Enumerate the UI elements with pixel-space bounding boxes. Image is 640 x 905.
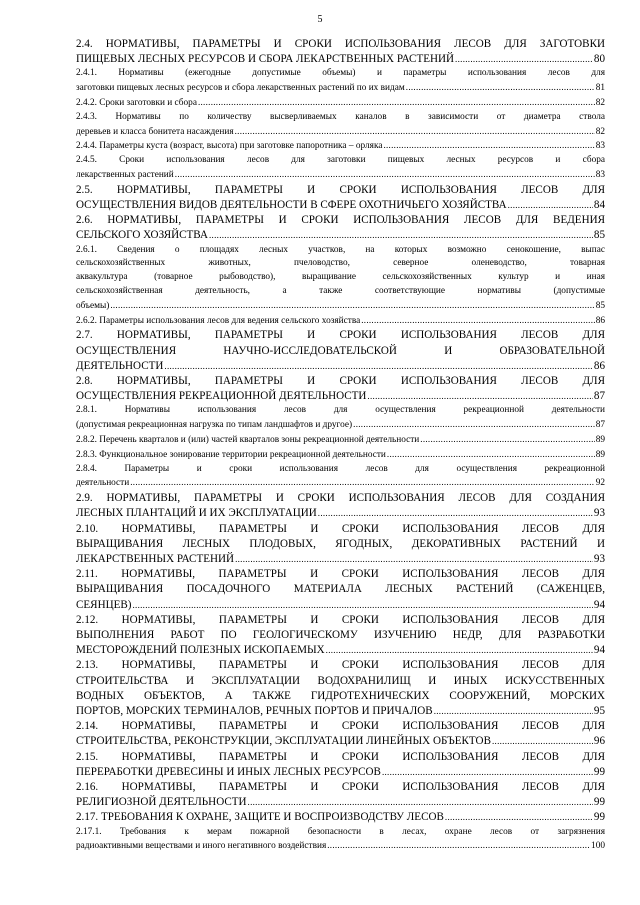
toc-section-entry[interactable] <box>76 183 605 213</box>
toc-entry-text: 2.17.1. Требования к мерам пожарной безопасности в лесах, охране лесов от загрязнения <box>76 826 605 837</box>
dot-leader <box>445 810 593 825</box>
toc-section-entry[interactable] <box>76 522 605 568</box>
toc-entry-text: 2.17. ТРЕБОВАНИЯ К ОХРАНЕ, ЗАЩИТЕ И ВОСПРОИЗВОДСТВУ ЛЕСОВ <box>76 811 444 824</box>
dot-leader <box>492 734 593 749</box>
toc-section-entry[interactable] <box>76 613 605 659</box>
toc-entry-text: заготовки пищевых лесных ресурсов и сбора лекарственных растений по их видам <box>76 83 405 94</box>
dot-leader <box>508 198 593 213</box>
toc-entry-text: 2.15. НОРМАТИВЫ, ПАРАМЕТРЫ И СРОКИ ИСПОЛЬЗОВАНИЯ ЛЕСОВ ДЛЯ <box>76 750 605 763</box>
toc-entry-text: 2.6. НОРМАТИВЫ, ПАРАМЕТРЫ И СРОКИ ИСПОЛЬЗОВАНИЯ ЛЕСОВ ДЛЯ ВЕДЕНИЯ <box>76 214 605 227</box>
toc-section-entry[interactable] <box>76 567 605 613</box>
dot-leader <box>387 448 595 462</box>
toc-page-number: 95 <box>593 705 605 718</box>
dot-leader <box>382 765 593 780</box>
toc-subsection-entry[interactable] <box>76 826 605 855</box>
toc-entry-text: 2.13. НОРМАТИВЫ, ПАРАМЕТРЫ И СРОКИ ИСПОЛЬЗОВАНИЯ ЛЕСОВ ДЛЯ <box>76 659 605 672</box>
toc-entry-text: 2.6.1. Сведения о площадях лесных участков, на которых возможно сенокошение, выпас <box>76 244 605 255</box>
toc-entry-text: 2.8.3. Функциональное зонирование территории рекреационной деятельности <box>76 449 386 460</box>
dot-leader <box>420 433 594 447</box>
toc-entry-text: аквакультура (товарное рыбоводство), выращивание сельскохозяйственных культур и иная <box>76 272 605 283</box>
toc-entry-text: 2.8.4. Параметры и сроки использования лесов для осуществления рекреационной <box>76 463 605 474</box>
toc-subsection-entry[interactable] <box>76 67 605 96</box>
toc-page-number: 94 <box>593 644 605 657</box>
toc-entry-text: ДЕЯТЕЛЬНОСТИ <box>76 359 164 372</box>
toc-entry-text: 2.5. НОРМАТИВЫ, ПАРАМЕТРЫ И СРОКИ ИСПОЛЬЗОВАНИЯ ЛЕСОВ ДЛЯ <box>76 183 605 196</box>
toc-page-number: 99 <box>593 796 605 809</box>
toc-section-entry[interactable] <box>76 780 605 810</box>
toc-entry-text: 2.6.2. Параметры использования лесов для ведения сельского хозяйства <box>76 315 361 326</box>
page-number: 5 <box>317 14 323 25</box>
toc-entry-text: сельскохозяйственная деятельность, а также соответствующие нормативы (допустимые <box>76 285 605 296</box>
toc-entry-text: 2.8. НОРМАТИВЫ, ПАРАМЕТРЫ И СРОКИ ИСПОЛЬЗОВАНИЯ ЛЕСОВ ДЛЯ <box>76 374 605 387</box>
toc-section-entry[interactable] <box>76 658 605 719</box>
toc-entry-text: ВЫРАЩИВАНИЯ ЛЕСНЫХ ПЛОДОВЫХ, ЯГОДНЫХ, ДЕКОРАТИВНЫХ РАСТЕНИЙ И <box>76 537 605 550</box>
toc-entry-text: СЕЛЬСКОГО ХОЗЯЙСТВА <box>76 229 208 242</box>
toc-section-entry[interactable] <box>76 750 605 780</box>
toc-entry-text: ОСУЩЕСТВЛЕНИЯ НАУЧНО-ИССЛЕДОВАТЕЛЬСКОЙ И ОБРАЗОВАТЕЛЬНОЙ <box>76 344 605 357</box>
dot-leader <box>132 598 592 613</box>
dot-leader <box>353 418 595 432</box>
toc-page-number: 94 <box>593 598 605 611</box>
toc-entry-text: СТРОИТЕЛЬСТВА, РЕКОНСТРУКЦИИ, ЭКСПЛУАТАЦИИ ЛИНЕЙНЫХ ОБЪЕКТОВ <box>76 735 491 748</box>
toc-page-number: 89 <box>595 449 605 460</box>
dot-leader <box>326 643 593 658</box>
toc-page-number: 83 <box>595 169 605 180</box>
dot-leader <box>367 389 592 404</box>
toc-entry-text: лекарственных растений <box>76 169 174 180</box>
toc-entry-text: объемы) <box>76 300 110 311</box>
toc-page-number: 81 <box>595 83 605 94</box>
toc-entry-text: СЕЯНЦЕВ) <box>76 598 132 611</box>
dot-leader <box>248 795 593 810</box>
toc-entry-text: 2.9. НОРМАТИВЫ, ПАРАМЕТРЫ И СРОКИ ИСПОЛЬЗОВАНИЯ ЛЕСОВ ДЛЯ СОЗДАНИЯ <box>76 492 605 505</box>
toc-entry-text: деревьев и класса бонитета насаждения <box>76 126 234 137</box>
toc-entry-text: 2.4.3. Нормативы по количеству высверливаемых каналов в зависимости от диаметра ствола <box>76 111 605 122</box>
toc-entry-text: 2.8.2. Перечень кварталов и (или) частей кварталов зоны рекреационной деятельности <box>76 434 420 445</box>
toc-page-number: 100 <box>591 841 605 852</box>
table-of-contents <box>76 37 605 854</box>
toc-subsection-entry[interactable] <box>76 433 605 448</box>
toc-page-number: 82 <box>595 126 605 137</box>
dot-leader <box>235 552 593 567</box>
toc-section-entry[interactable] <box>76 374 605 404</box>
toc-section-entry[interactable] <box>76 213 605 243</box>
toc-entry-text: 2.4.4. Параметры куста (возраст, высота) при заготовке папоротника – орляка <box>76 141 383 152</box>
toc-subsection-entry[interactable] <box>76 111 605 140</box>
toc-subsection-entry[interactable] <box>76 244 605 314</box>
toc-subsection-entry[interactable] <box>76 448 605 463</box>
dot-leader <box>110 299 594 313</box>
dot-leader <box>130 476 594 490</box>
toc-entry-text: 2.7. НОРМАТИВЫ, ПАРАМЕТРЫ И СРОКИ ИСПОЛЬЗОВАНИЯ ЛЕСОВ ДЛЯ <box>76 329 605 342</box>
toc-section-entry[interactable] <box>76 719 605 749</box>
toc-entry-text: ВОДНЫХ ОБЪЕКТОВ, А ТАКЖЕ ГИДРОТЕХНИЧЕСКИХ СООРУЖЕНИЙ, МОРСКИХ <box>76 689 605 702</box>
dot-leader <box>406 81 595 95</box>
toc-page-number: 86 <box>593 359 605 372</box>
toc-page-number: 83 <box>595 141 605 152</box>
toc-entry-text: 2.11. НОРМАТИВЫ, ПАРАМЕТРЫ И СРОКИ ИСПОЛЬЗОВАНИЯ ЛЕСОВ ДЛЯ <box>76 568 605 581</box>
toc-section-entry[interactable] <box>76 37 605 67</box>
dot-leader <box>235 125 595 139</box>
toc-section-entry[interactable] <box>76 328 605 374</box>
dot-leader <box>327 839 590 853</box>
toc-entry-text: сельскохозяйственных животных, пчеловодство, северное оленеводство, товарная <box>76 258 605 269</box>
toc-entry-text: ПЕРЕРАБОТКИ ДРЕВЕСИНЫ И ИНЫХ ЛЕСНЫХ РЕСУРСОВ <box>76 765 381 778</box>
toc-page-number: 82 <box>595 98 605 108</box>
dot-leader <box>455 52 593 67</box>
toc-page-number: 87 <box>595 420 605 431</box>
toc-entry-text: 2.10. НОРМАТИВЫ, ПАРАМЕТРЫ И СРОКИ ИСПОЛЬЗОВАНИЯ ЛЕСОВ ДЛЯ <box>76 522 605 535</box>
toc-entry-text: 2.4. НОРМАТИВЫ, ПАРАМЕТРЫ И СРОКИ ИСПОЛЬЗОВАНИЯ ЛЕСОВ ДЛЯ ЗАГОТОВКИ <box>76 38 605 50</box>
toc-page-number: 80 <box>593 53 605 66</box>
toc-entry-text: МЕСТОРОЖДЕНИЙ ПОЛЕЗНЫХ ИСКОПАЕМЫХ <box>76 644 325 657</box>
toc-section-entry[interactable] <box>76 810 605 825</box>
toc-page-number: 87 <box>593 390 605 403</box>
toc-entry-text: ЛЕСНЫХ ПЛАНТАЦИЙ И ИХ ЭКСПЛУАТАЦИИ <box>76 507 317 520</box>
toc-entry-text: ОСУЩЕСТВЛЕНИЯ ВИДОВ ДЕЯТЕЛЬНОСТИ В СФЕРЕ ОХОТНИЧЬЕГО ХОЗЯЙСТВА <box>76 198 507 211</box>
dot-leader <box>318 506 593 521</box>
toc-entry-text: СТРОИТЕЛЬСТВА И ЭКСПЛУАТАЦИИ ВОДОХРАНИЛИЩ И ИНЫХ ИСКУССТВЕННЫХ <box>76 674 605 687</box>
toc-subsection-entry[interactable] <box>76 96 605 111</box>
toc-entry-text: 2.14. НОРМАТИВЫ, ПАРАМЕТРЫ И СРОКИ ИСПОЛЬЗОВАНИЯ ЛЕСОВ ДЛЯ <box>76 720 605 733</box>
toc-entry-text: ВЫРАЩИВАНИЯ ПОСАДОЧНОГО МАТЕРИАЛА ЛЕСНЫХ РАСТЕНИЙ (САЖЕНЦЕВ, <box>76 583 605 596</box>
dot-leader <box>383 139 594 153</box>
toc-page-number: 99 <box>593 765 605 778</box>
dot-leader <box>198 96 595 110</box>
toc-entry-text: 2.4.2. Сроки заготовки и сбора <box>76 98 197 108</box>
toc-subsection-entry[interactable] <box>76 314 605 329</box>
toc-entry-text: ЛЕКАРСТВЕННЫХ РАСТЕНИЙ <box>76 552 235 565</box>
toc-entry-text: 2.8.1. Нормативы использования лесов для осуществления рекреационной деятельности <box>76 405 605 416</box>
toc-entry-text: 2.16. НОРМАТИВЫ, ПАРАМЕТРЫ И СРОКИ ИСПОЛЬЗОВАНИЯ ЛЕСОВ ДЛЯ <box>76 781 605 794</box>
toc-entry-text: ОСУЩЕСТВЛЕНИЯ РЕКРЕАЦИОННОЙ ДЕЯТЕЛЬНОСТИ <box>76 390 367 403</box>
toc-entry-text: ВЫПОЛНЕНИЯ РАБОТ ПО ГЕОЛОГИЧЕСКОМУ ИЗУЧЕНИЮ НЕДР, ДЛЯ РАЗРАБОТКИ <box>76 629 605 641</box>
toc-page-number: 92 <box>595 478 605 489</box>
toc-entry-text: радиоактивными веществами и иного негативного воздействия <box>76 841 327 852</box>
toc-entry-text: ПОРТОВ, МОРСКИХ ТЕРМИНАЛОВ, РЕЧНЫХ ПОРТОВ И ПРИЧАЛОВ <box>76 705 433 718</box>
toc-entry-text: (допустимая рекреационная нагрузка по типам ландшафтов и другое) <box>76 420 353 431</box>
toc-subsection-entry[interactable] <box>76 139 605 154</box>
toc-page-number: 89 <box>595 434 605 445</box>
dot-leader <box>434 704 593 719</box>
toc-page-number: 99 <box>593 811 605 824</box>
toc-page-number: 96 <box>593 735 605 748</box>
toc-section-entry[interactable] <box>76 491 605 521</box>
dot-leader <box>361 314 594 328</box>
toc-page-number: 85 <box>593 229 605 242</box>
dot-leader <box>209 228 593 243</box>
toc-entry-text: ПИЩЕВЫХ ЛЕСНЫХ РЕСУРСОВ И СБОРА ЛЕКАРСТВЕННЫХ РАСТЕНИЙ <box>76 53 455 66</box>
toc-entry-text: РЕЛИГИОЗНОЙ ДЕЯТЕЛЬНОСТИ <box>76 796 247 809</box>
toc-entry-text: деятельности <box>76 478 130 489</box>
dot-leader <box>175 168 595 182</box>
toc-subsection-entry[interactable] <box>76 404 605 433</box>
toc-entry-text: 2.12. НОРМАТИВЫ, ПАРАМЕТРЫ И СРОКИ ИСПОЛЬЗОВАНИЯ ЛЕСОВ ДЛЯ <box>76 613 605 626</box>
toc-subsection-entry[interactable] <box>76 154 605 183</box>
toc-page-number: 85 <box>595 300 605 311</box>
toc-entry-text: 2.4.1. Нормативы (ежегодные допустимые объемы) и параметры использования лесов для <box>76 68 605 79</box>
toc-entry-text: 2.4.5. Сроки использования лесов для заготовки пищевых лесных ресурсов и сбора <box>76 155 605 166</box>
toc-subsection-entry[interactable] <box>76 463 605 492</box>
dot-leader <box>164 359 593 374</box>
toc-page-number: 86 <box>595 315 605 326</box>
toc-page-number: 93 <box>593 507 605 520</box>
toc-page-number: 84 <box>593 198 605 211</box>
toc-page-number: 93 <box>593 552 605 565</box>
